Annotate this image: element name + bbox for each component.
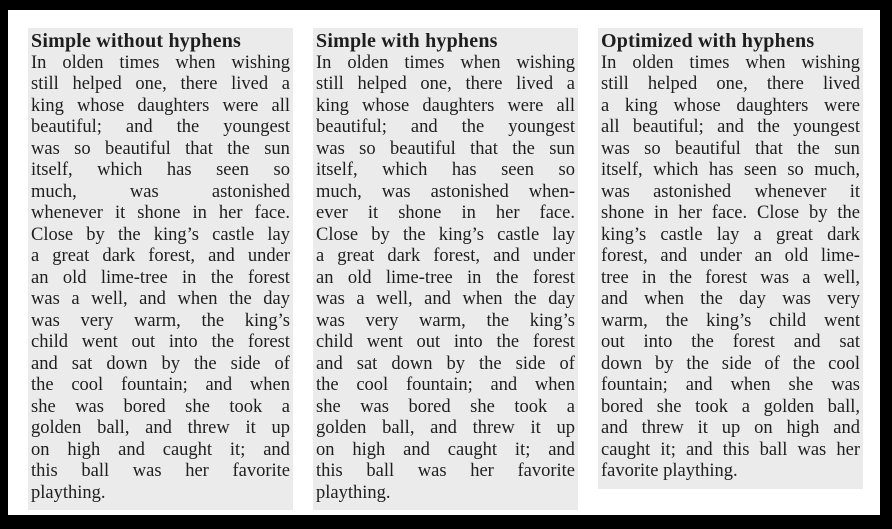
text-line: king’s castle lay a great dark [601, 224, 860, 245]
text-line: and sat down by the side of [316, 353, 575, 374]
text-line: still helped one, there lived [601, 74, 860, 94]
text-line: this ball was her favorite [31, 461, 290, 481]
text-line: In olden times when wishing [601, 52, 860, 73]
column-heading: Simple with hyphens [316, 30, 498, 52]
text-line: itself, which has seen so much, [601, 160, 860, 180]
text-line: king whose daughters were all [316, 95, 575, 116]
columns-row [8, 10, 880, 510]
column-text [601, 53, 860, 483]
text-line: and when the day was very [601, 289, 860, 309]
text-line: was astonished whenever it [601, 181, 860, 202]
text-line: was very warm, the king’s [31, 310, 290, 331]
text-line: warm, the king’s child went [601, 310, 860, 331]
text-line: was a well, and when the day [31, 289, 290, 309]
text-line: itself, which has seen so [316, 160, 575, 180]
text-line: forest, and under an old lime- [601, 246, 860, 266]
text-line: Close by the king’s castle lay [31, 224, 290, 245]
text-line: In olden times when wishing [316, 52, 575, 73]
column-simple-without-hyphens [28, 28, 293, 510]
text-line: beautiful; and the youngest [31, 117, 290, 137]
text-line: and sat down by the side of [31, 353, 290, 374]
text-line: king whose daughters were all [31, 95, 290, 116]
text-line: the cool fountain; and when [316, 375, 575, 395]
text-line: shone in her face. Close by the [601, 203, 860, 223]
column-text [316, 53, 575, 505]
text-line: much, was astonished when- [316, 181, 575, 202]
text-line: beautiful; and the youngest [316, 117, 575, 137]
column-heading: Simple without hyphens [31, 30, 242, 52]
text-line: an old lime-tree in the forest [31, 267, 290, 288]
text-line: this ball was her favorite [316, 461, 575, 481]
column-text [31, 53, 290, 505]
text-line: on high and caught it; and [31, 439, 290, 460]
text-line: on high and caught it; and [316, 439, 575, 460]
text-line: fountain; and when she was [601, 375, 860, 395]
text-line: she was bored she took a [316, 396, 575, 417]
text-line: plaything. [316, 482, 391, 503]
text-line: caught it; and this ball was her [601, 439, 860, 460]
text-line: all beautiful; and the youngest [601, 117, 860, 137]
text-line: still helped one, there lived a [31, 74, 290, 94]
text-line: was so beautiful that the sun [601, 138, 860, 159]
text-line: down by the side of the cool [601, 353, 860, 374]
column-simple-with-hyphens [313, 28, 578, 510]
text-line: a great dark forest, and under [31, 246, 290, 266]
text-line: and threw it up on high and [601, 418, 860, 438]
text-line: out into the forest and sat [601, 332, 860, 352]
text-line: favorite plaything. [601, 461, 738, 481]
text-line: plaything. [31, 482, 106, 503]
text-line: tree in the forest was a well, [601, 267, 860, 288]
text-line: still helped one, there lived a [316, 74, 575, 94]
text-line: ever it shone in her face. [316, 203, 575, 223]
text-line: was a well, and when the day [316, 289, 575, 309]
text-line: a great dark forest, and under [316, 246, 575, 266]
text-line: she was bored she took a [31, 396, 290, 417]
column-heading: Optimized with hyphens [601, 30, 815, 52]
text-line: the cool fountain; and when [31, 375, 290, 395]
text-line: bored she took a golden ball, [601, 396, 860, 417]
text-line: was so beautiful that the sun [316, 138, 575, 159]
text-line: a king whose daughters were [601, 95, 860, 116]
text-line: child went out into the forest [316, 332, 575, 352]
text-line: was so beautiful that the sun [31, 138, 290, 159]
text-line: golden ball, and threw it up [31, 418, 290, 438]
text-line: was very warm, the king’s [316, 310, 575, 331]
paper [8, 10, 880, 515]
text-line: much, was astonished [31, 181, 290, 202]
text-line: an old lime-tree in the forest [316, 267, 575, 288]
text-line: In olden times when wishing [31, 52, 290, 73]
text-line: Close by the king’s castle lay [316, 224, 575, 245]
text-line: whenever it shone in her face. [31, 203, 290, 223]
text-line: golden ball, and threw it up [316, 418, 575, 438]
column-optimized-with-hyphens [598, 28, 863, 489]
text-line: child went out into the forest [31, 332, 290, 352]
text-line: itself, which has seen so [31, 160, 290, 180]
